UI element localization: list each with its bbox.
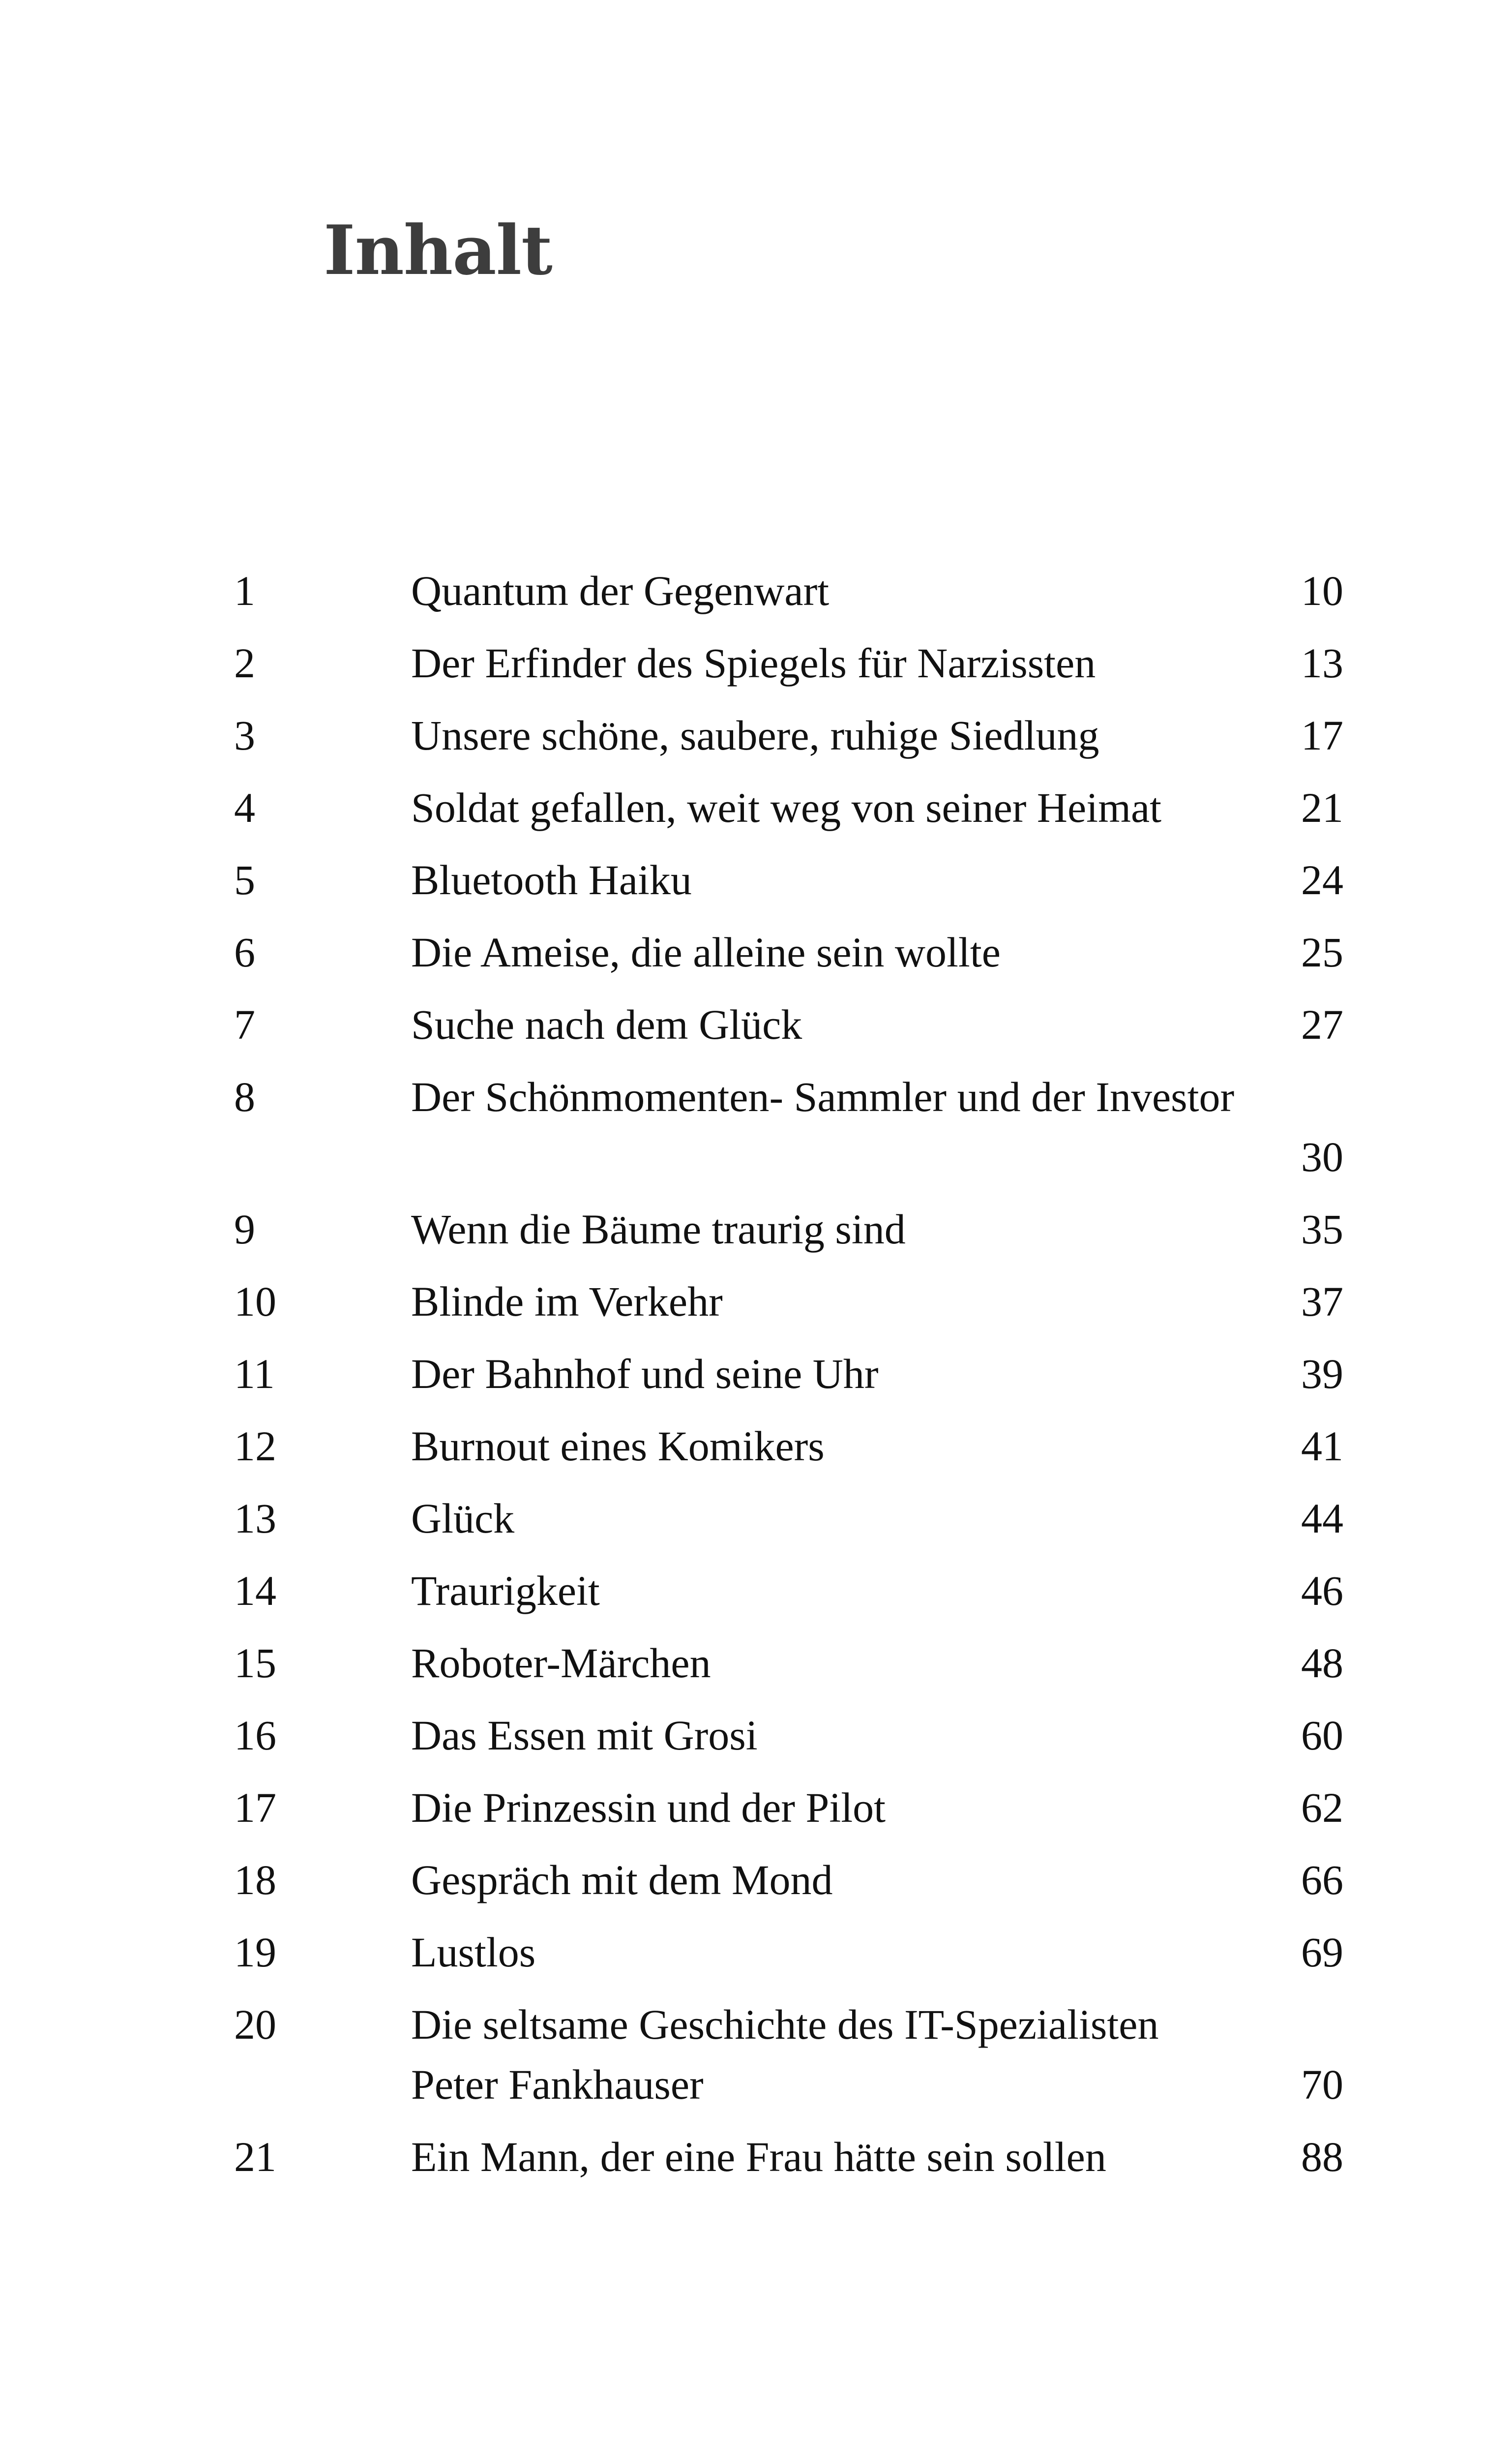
entry-page: 17	[1301, 712, 1343, 759]
entry-page: 66	[1301, 1856, 1343, 1903]
entry-number: 3	[234, 712, 255, 759]
entry-page: 69	[1301, 1929, 1343, 1976]
entry-title: Soldat gefallen, weit weg von seiner Heimat	[411, 784, 1162, 831]
entry-page: 35	[1301, 1206, 1343, 1253]
entry-page: 27	[1301, 1001, 1343, 1048]
toc-entry	[234, 778, 1343, 838]
entry-number: 20	[234, 2001, 276, 2048]
entry-title: Burnout eines Komikers	[411, 1422, 825, 1470]
entry-title: Das Essen mit Grosi	[411, 1712, 758, 1759]
toc-entry	[234, 1778, 1343, 1838]
entry-number: 10	[234, 1278, 276, 1325]
entry-page: 37	[1301, 1278, 1343, 1325]
entry-title: Der Bahnhof und seine Uhr	[411, 1350, 879, 1397]
entry-number: 19	[234, 1929, 276, 1976]
entry-title: Die Prinzessin und der Pilot	[411, 1784, 886, 1831]
table-of-contents	[234, 561, 1343, 2199]
entry-number: 8	[234, 1073, 255, 1120]
entry-number: 6	[234, 929, 255, 976]
toc-entry	[234, 1994, 1343, 2114]
entry-title: Die Ameise, die alleine sein wollte	[411, 929, 1001, 976]
toc-entry	[234, 1271, 1343, 1331]
entry-page: 44	[1301, 1495, 1343, 1542]
entry-number: 12	[234, 1422, 276, 1470]
toc-entry	[234, 1199, 1343, 1259]
entry-number: 15	[234, 1639, 276, 1687]
entry-title: Roboter-Märchen	[411, 1639, 711, 1687]
entry-number: 2	[234, 639, 255, 687]
entry-number: 9	[234, 1206, 255, 1253]
toc-entry	[234, 1067, 1343, 1187]
entry-page: 13	[1301, 639, 1343, 687]
toc-entry	[234, 561, 1343, 621]
entry-title: Blinde im Verkehr	[411, 1278, 723, 1325]
entry-page: 30	[1301, 1133, 1343, 1180]
entry-number: 21	[234, 2133, 276, 2180]
toc-entry	[234, 1488, 1343, 1548]
entry-page: 21	[1301, 784, 1343, 831]
entry-number: 5	[234, 856, 255, 904]
entry-page: 25	[1301, 929, 1343, 976]
entry-title: Gespräch mit dem Mond	[411, 1856, 833, 1903]
toc-entry	[234, 850, 1343, 910]
entry-number: 18	[234, 1856, 276, 1903]
entry-page: 60	[1301, 1712, 1343, 1759]
entry-title: Unsere schöne, saubere, ruhige Siedlung	[411, 712, 1099, 759]
entry-number: 17	[234, 1784, 276, 1831]
entry-title: Wenn die Bäume traurig sind	[411, 1206, 906, 1253]
entry-page: 88	[1301, 2133, 1343, 2180]
toc-entry	[234, 922, 1343, 982]
entry-title: Glück	[411, 1495, 515, 1542]
entry-page: 10	[1301, 567, 1343, 614]
entry-page: 24	[1301, 856, 1343, 904]
toc-entry	[234, 1850, 1343, 1910]
toc-entry	[234, 1344, 1343, 1404]
entry-number: 11	[234, 1350, 275, 1397]
entry-title: Suche nach dem Glück	[411, 1001, 802, 1048]
toc-entry	[234, 2127, 1343, 2187]
entry-title: Traurigkeit	[411, 1567, 600, 1614]
entry-number: 13	[234, 1495, 276, 1542]
entry-title: Bluetooth Haiku	[411, 856, 692, 904]
entry-page: 70	[1301, 2061, 1343, 2108]
toc-entry	[234, 995, 1343, 1055]
entry-number: 4	[234, 784, 255, 831]
entry-title: Der Erfinder des Spiegels für Narzissten	[411, 639, 1096, 687]
toc-entry	[234, 1922, 1343, 1982]
entry-number: 1	[234, 567, 255, 614]
entry-title: Quantum der Gegenwart	[411, 567, 830, 614]
entry-number: 7	[234, 1001, 255, 1048]
entry-number: 16	[234, 1712, 276, 1759]
page-title: Inhalt	[324, 210, 552, 290]
entry-title	[411, 1994, 1281, 2114]
entry-page: 41	[1301, 1422, 1343, 1470]
entry-page: 39	[1301, 1350, 1343, 1397]
toc-entry	[234, 1561, 1343, 1621]
entry-title-line: Die seltsame Geschichte des IT-Spezialisten	[411, 2001, 1159, 2048]
entry-title-line: Peter Fankhauser	[411, 2061, 704, 2108]
toc-entry	[234, 1705, 1343, 1765]
toc-entry	[234, 705, 1343, 765]
entry-number: 14	[234, 1567, 276, 1614]
toc-entry	[234, 1633, 1343, 1693]
toc-entry	[234, 633, 1343, 693]
entry-page: 48	[1301, 1639, 1343, 1687]
entry-page: 46	[1301, 1567, 1343, 1614]
entry-page: 62	[1301, 1784, 1343, 1831]
entry-title: Lustlos	[411, 1929, 536, 1976]
toc-entry	[234, 1416, 1343, 1476]
entry-title: Ein Mann, der eine Frau hätte sein sollen	[411, 2133, 1106, 2180]
entry-title: Der Schönmomenten- Sammler und der Investor	[411, 1073, 1235, 1120]
